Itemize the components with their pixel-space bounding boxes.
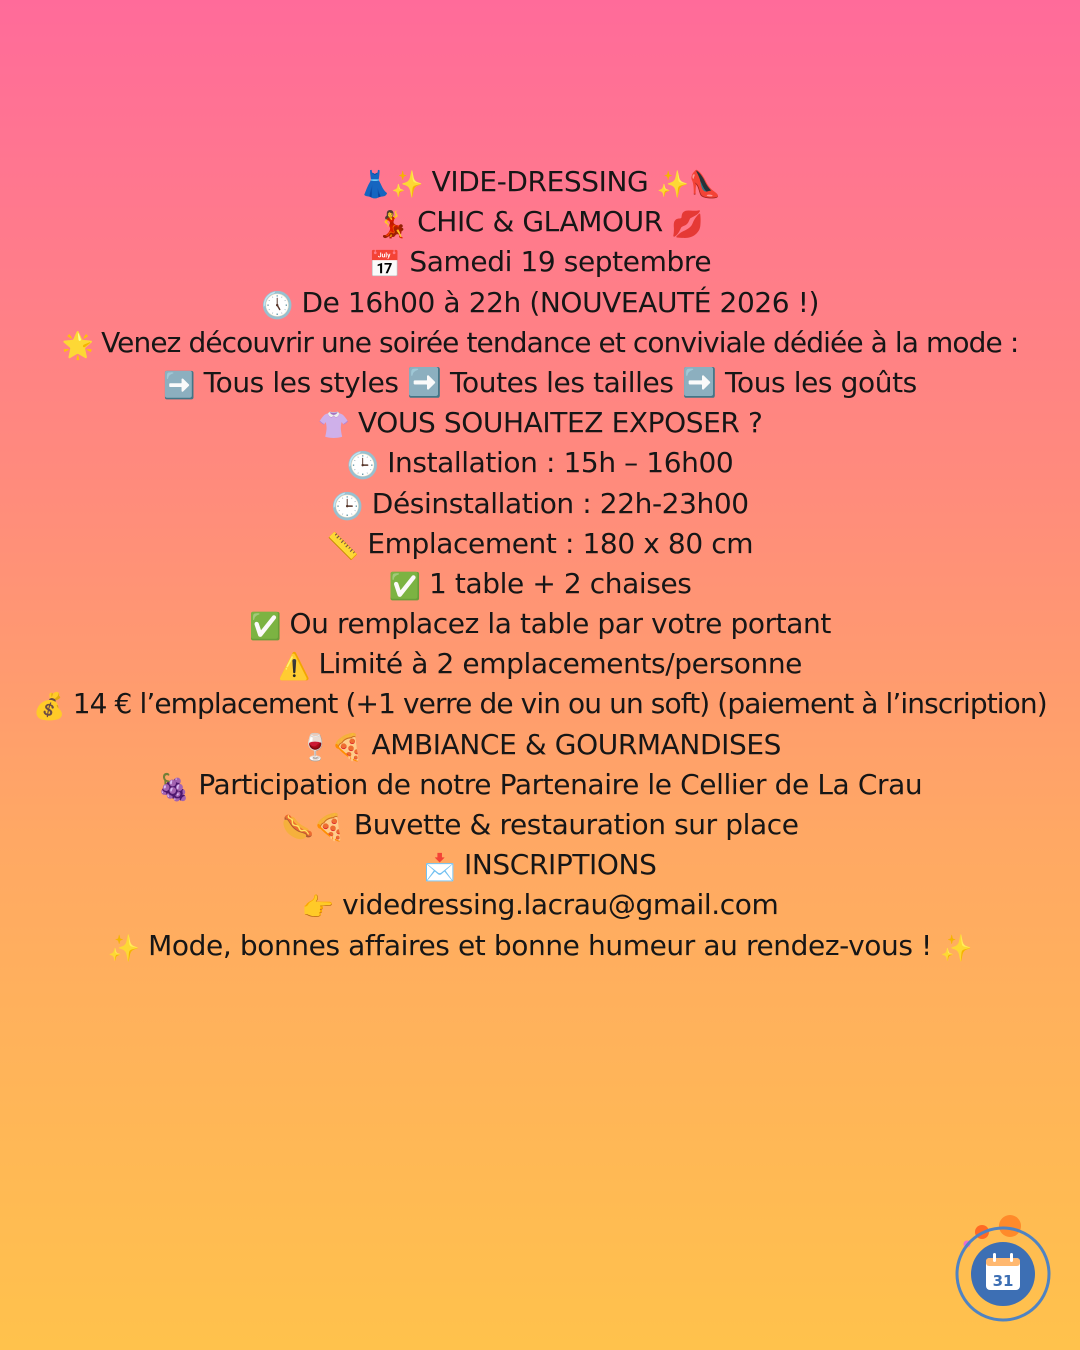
dress-sparkles-icon: 👗✨: [359, 170, 424, 200]
badge-dot-large: [999, 1215, 1021, 1237]
poster-line-ambiance: 🍷🍕 AMBIANCE & GOURMANDISES: [298, 727, 782, 763]
ruler-icon: 📏: [326, 531, 359, 562]
calendar-icon: 📅: [368, 250, 401, 281]
poster-line-subtitle: 💃 CHIC & GLAMOUR 💋: [376, 205, 704, 241]
poster-line-closing: ✨ Mode, bonnes affaires et bonne humeur au rendez-vous ! ✨: [107, 928, 973, 964]
poster-line-hours: 🕔 De 16h00 à 22h (NOUVEAUTÉ 2026 !): [260, 285, 820, 321]
poster-line-uninstall: 🕒 Désinstallation : 22h-23h00: [331, 486, 749, 522]
poster-line-inscriptions: 📩 INSCRIPTIONS: [423, 848, 657, 884]
arrow-right-icon: ➡️: [163, 370, 196, 401]
dancer-icon: 💃: [376, 210, 409, 241]
calendar-app-badge: [950, 1210, 1060, 1330]
poster-line-title: 👗✨ VIDE-DRESSING ✨👠: [359, 165, 721, 200]
poster-line-styles: ➡️ Tous les styles ➡️ Toutes les tailles ➡️ Tous les goûts: [163, 365, 917, 401]
grapes-icon: 🍇: [157, 772, 190, 803]
poster-line-space: 📏 Emplacement : 180 x 80 cm: [326, 526, 754, 562]
poster-line-email: 👉 videdressing.lacrau@gmail.com: [301, 888, 779, 924]
money-bag-icon: 💰: [33, 692, 65, 723]
poster-line-furniture: ✅ 1 table + 2 chaises: [388, 566, 692, 602]
sparkles-icon: ✨: [940, 933, 973, 964]
poster-line-rack: ✅ Ou remplacez la table par votre portant: [249, 607, 831, 643]
kiss-icon: 💋: [671, 210, 704, 241]
check-icon: ✅: [249, 612, 282, 643]
warning-icon: ⚠️: [277, 652, 310, 683]
poster-line-partner: 🍇 Participation de notre Partenaire le Cellier de La Crau: [157, 767, 923, 803]
sparkles-heel-icon: ✨👠: [656, 170, 721, 200]
pointing-hand-icon: 👉: [301, 893, 334, 924]
poster-line-food: 🌭🍕 Buvette & restauration sur place: [281, 808, 799, 843]
poster-line-installation: 🕒 Installation : 15h – 16h00: [346, 446, 734, 482]
calendar-day-text: 31: [992, 1272, 1014, 1290]
poster-line-intro: 🌟 Venez découvrir une soirée tendance et conviviale dédiée à la mode :: [61, 325, 1019, 361]
clock-icon: 🕔: [260, 290, 293, 321]
clock-icon: 🕒: [331, 491, 364, 522]
poster-line-limit: ⚠️ Limité à 2 emplacements/personne: [277, 647, 803, 683]
sparkles-icon: ✨: [107, 933, 140, 964]
poster-line-price: 💰 14 € l’emplacement (+1 verre de vin ou un soft) (paiement à l’inscription): [33, 687, 1047, 723]
hotdog-pizza-icon: 🌭🍕: [281, 813, 346, 843]
poster-line-date: 📅 Samedi 19 septembre: [368, 245, 712, 281]
shirt-icon: 👚: [317, 411, 350, 442]
check-icon: ✅: [388, 571, 421, 602]
wine-pizza-icon: 🍷🍕: [298, 732, 363, 763]
clock-icon: 🕒: [346, 451, 379, 482]
poster-line-exhibit: 👚 VOUS SOUHAITEZ EXPOSER ?: [317, 406, 763, 442]
envelope-icon: 📩: [423, 853, 456, 884]
poster-text-block: [0, 162, 1080, 966]
star-icon: 🌟: [61, 330, 94, 361]
calendar-icon: [986, 1253, 1020, 1290]
